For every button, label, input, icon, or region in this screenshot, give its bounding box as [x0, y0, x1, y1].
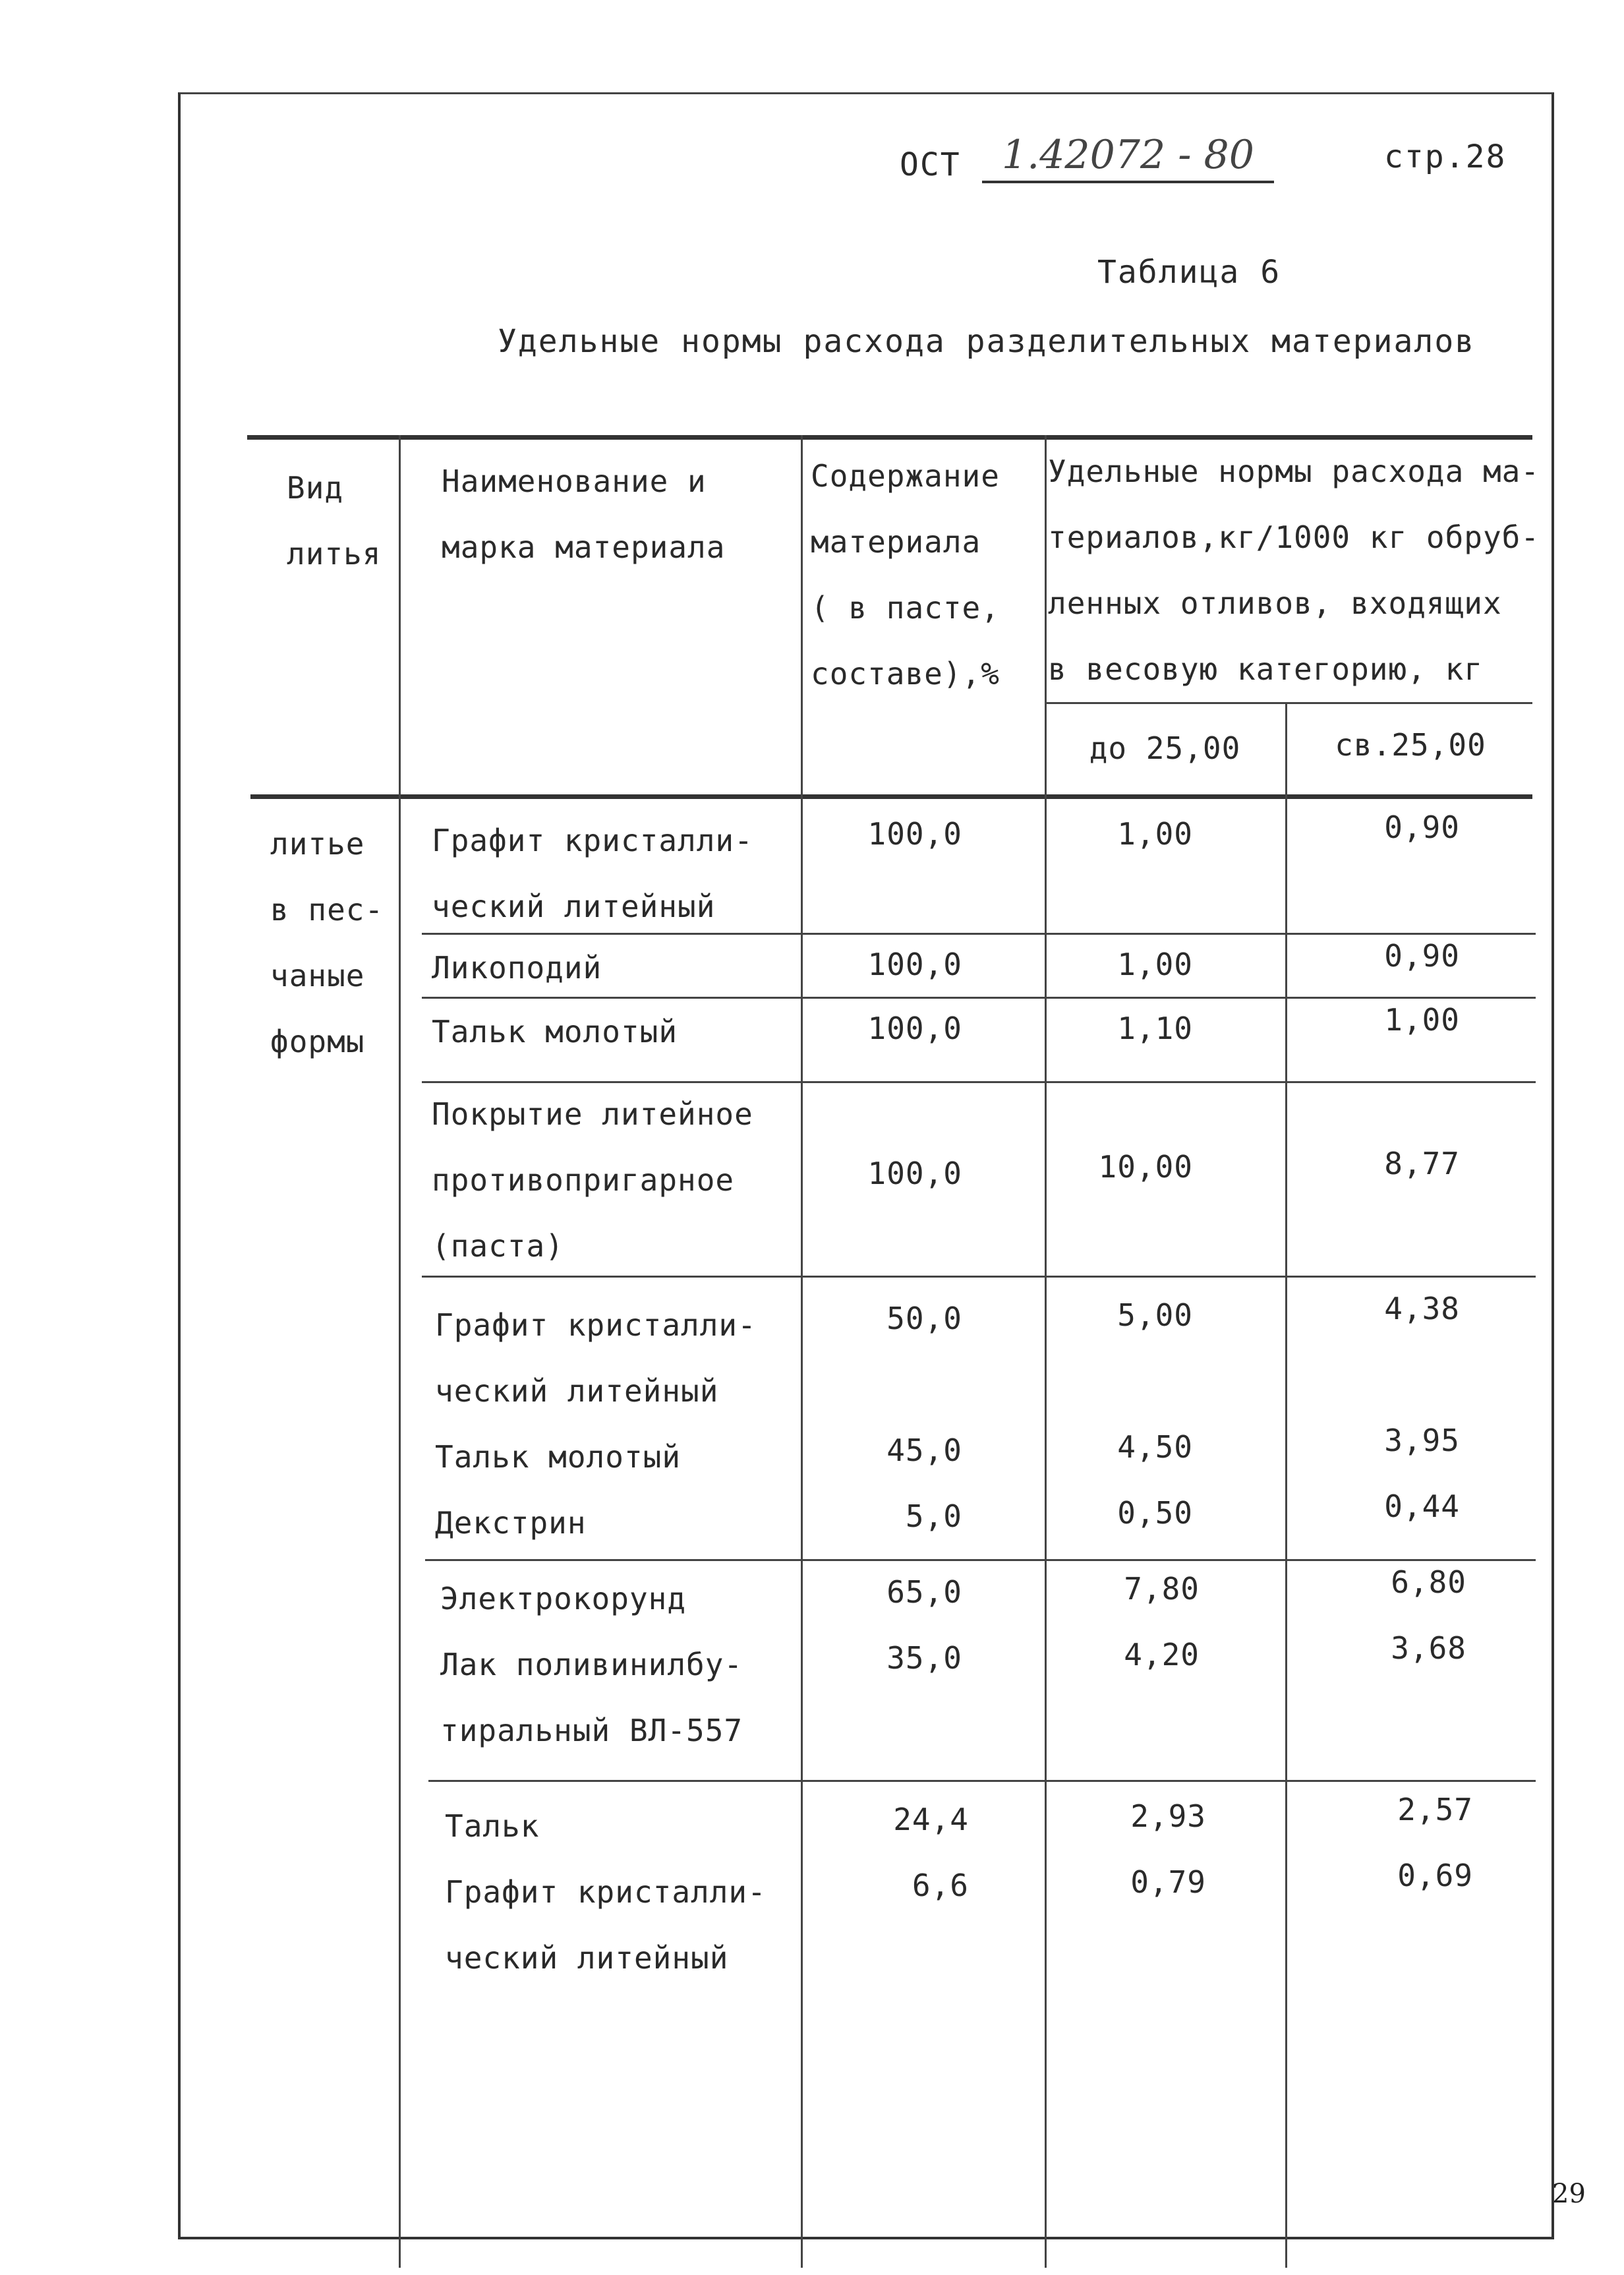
table-row-7-content: 24,4 6,6 [893, 1802, 969, 1903]
col-divider-1 [399, 435, 401, 2268]
table-row-3-cat1: 1,10 [1117, 1011, 1193, 1046]
table-row-5-cat2: 4,38 3,95 0,44 [1384, 1291, 1460, 1524]
table-row-7-cat2: 2,57 0,69 [1397, 1792, 1473, 1893]
table-row-4-cat2: 8,77 [1384, 1146, 1460, 1181]
table-row-7-cat1: 2,93 0,79 [1130, 1798, 1206, 1900]
category-rule [1045, 702, 1532, 704]
table-row-1-cat2: 0,90 [1384, 810, 1460, 845]
table-row-3-cat2: 1,00 [1384, 1002, 1460, 1038]
header-category-1: до 25,00 [1089, 730, 1241, 766]
table-caption: Таблица 6 [1097, 254, 1281, 291]
header-category-2: св.25,00 [1335, 727, 1486, 763]
col-divider-3 [1045, 435, 1047, 2268]
table-row-4-name: Покрытие литейное противопригарное (паста) [432, 1096, 753, 1264]
table-row-1-cat1: 1,00 [1117, 816, 1193, 852]
table-row-3-content: 100,0 [867, 1011, 962, 1046]
table-row-6-cat2: 6,80 3,68 [1391, 1564, 1466, 1666]
page-label: стр.28 [1384, 138, 1507, 175]
table-row-6-name: Электрокорунд Лак поливинилбу- тиральный ВЛ-557 [440, 1581, 743, 1748]
col-divider-2 [801, 435, 803, 2268]
table-row-1-content: 100,0 [867, 816, 962, 852]
table-row-3-name: Тальк молотый [432, 1014, 678, 1049]
ost-label: ОСТ [900, 146, 961, 183]
table-row-7-name: Тальк Графит кристалли- ческий литейный [445, 1808, 767, 1976]
ost-code: 1.42072 - 80 [982, 132, 1274, 183]
table-row-6-cat1: 7,80 4,20 [1124, 1571, 1200, 1672]
table-row-4-cat1: 10,00 [1098, 1149, 1193, 1185]
table-row-5-name: Графит кристалли- ческий литейный Тальк молотый Декстрин [435, 1307, 757, 1541]
table-row-2-cat2: 0,90 [1384, 938, 1460, 974]
table-row-6-content: 65,0 35,0 [886, 1574, 962, 1676]
table-row-2-cat1: 1,00 [1117, 947, 1193, 982]
table-row-5-cat1: 5,00 4,50 0,50 [1117, 1297, 1193, 1531]
vid-value: литье в пес- чаные формы [270, 826, 384, 1059]
header-vid: Вид литья [287, 470, 382, 572]
table-row-1-name: Графит кристалли- ческий литейный [432, 823, 753, 924]
table-title: Удельные нормы расхода разделительных материалов [498, 323, 1476, 360]
table-row-4-content: 100,0 [867, 1156, 962, 1191]
table-row-5-content: 50,0 45,0 5,0 [886, 1301, 962, 1534]
table-row-2-content: 100,0 [867, 947, 962, 982]
header-name: Наименование и марка материала [442, 463, 726, 565]
header-content: Содержание материала ( в пасте, составе),% [811, 458, 1000, 692]
header-norms: Удельные нормы расхода ма- териалов,кг/1000 кг обруб- ленных отливов, входящих в весовую категорию, кг [1048, 454, 1540, 687]
col-divider-4 [1285, 702, 1287, 2268]
page-number: 29 [1552, 2179, 1586, 2209]
table-row-2-name: Ликоподий [432, 950, 602, 986]
